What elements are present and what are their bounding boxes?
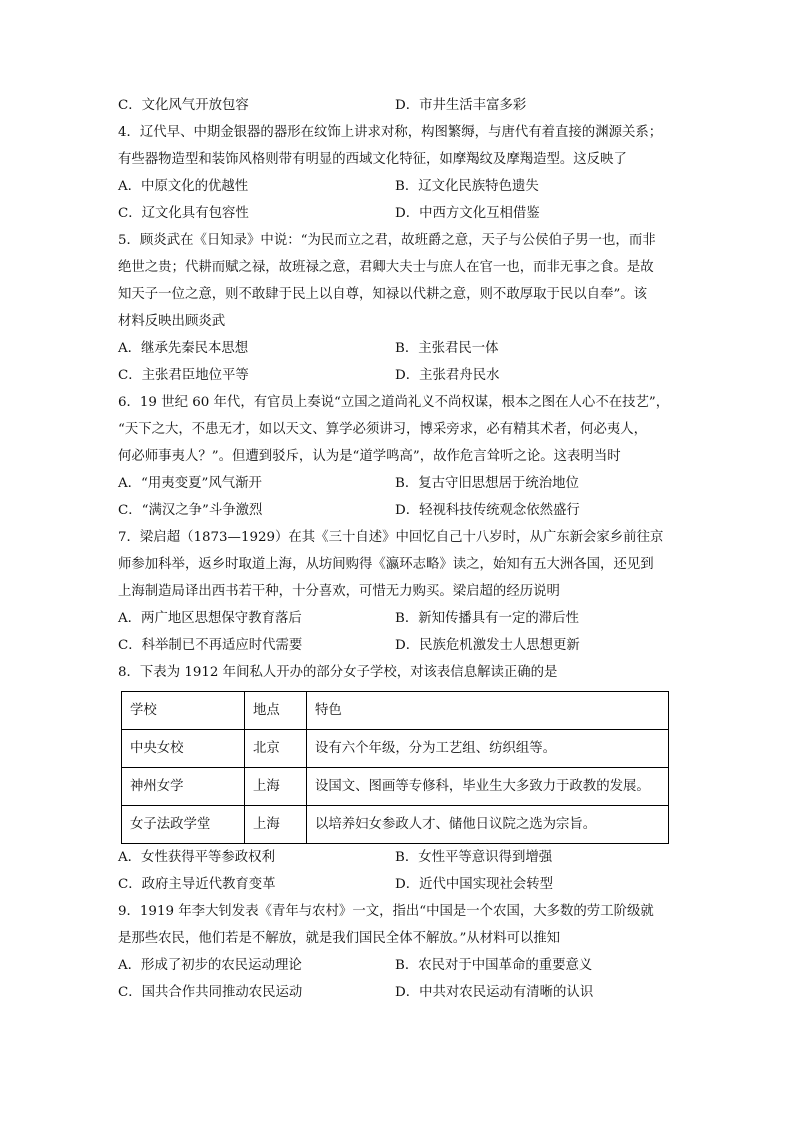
q6-stem-line: 何必师事夷人？”。但遭到驳斥，认为是“道学鸣高”，故作危言耸听之论。这表明当时 — [118, 449, 621, 464]
q7-option-d[interactable]: D．民族危机激发士人思想更新 — [395, 638, 580, 653]
q9-option-a[interactable]: A．形成了初步的农民运动理论 — [118, 958, 302, 973]
q6-option-d[interactable]: D．轻视科技传统观念依然盛行 — [395, 503, 580, 518]
table-header-cell: 地点 — [245, 692, 307, 730]
q9-options-row2 — [118, 979, 678, 1006]
q7-options-row2 — [118, 632, 678, 659]
q9-option-b[interactable]: B．农民对于中国革命的重要意义 — [395, 958, 593, 973]
table-header-cell: 学校 — [122, 692, 245, 730]
table-row — [122, 768, 669, 806]
q6-option-a[interactable]: A．“用夷变夏”风气渐开 — [118, 476, 262, 491]
q5-stem-line: 5．顾炎武在《日知录》中说：“为民而立之君，故班爵之意，天子与公侯伯子男一也，而非 — [118, 233, 656, 248]
q5-options-row1 — [118, 335, 678, 362]
q7-stem-line: 7．梁启超（1873—1929）在其《三十自述》中回忆自己十八岁时，从广东新会家乡前往京 — [118, 530, 664, 545]
q7-option-b[interactable]: B．新知传播具有一定的滞后性 — [395, 611, 579, 626]
q6-option-b[interactable]: B．复古守旧思想居于统治地位 — [395, 476, 579, 491]
q8-option-c[interactable]: C．政府主导近代教育变革 — [118, 877, 276, 892]
q8-option-d[interactable]: D．近代中国实现社会转型 — [395, 877, 554, 892]
q7-options-row1 — [118, 605, 678, 632]
table-header-cell: 特色 — [307, 692, 669, 730]
q5-options-row2 — [118, 362, 678, 389]
q5-stem-line: 知天子一位之意，则不敢肆于民上以自尊，知禄以代耕之意，则不敢厚取于民以自奉”。该 — [118, 287, 648, 302]
q9-option-d[interactable]: D．中共对农民运动有清晰的认识 — [395, 985, 594, 1000]
q9-stem-line: 是那些农民，他们若是不解放，就是我们国民全体不解放。”从材料可以推知 — [118, 931, 561, 946]
q8-options-row1 — [118, 844, 678, 871]
school-table — [121, 691, 669, 844]
q8-stem: 8．下表为 1912 年间私人开办的部分女子学校，对该表信息解读正确的是 — [118, 665, 558, 680]
table-cell: 神州女学 — [122, 768, 245, 806]
q7-stem-line: 上海制造局译出西书若干种，十分喜欢，可惜无力购买。梁启超的经历说明 — [118, 584, 560, 599]
table-cell: 上海 — [245, 806, 307, 844]
table-cell: 中央女校 — [122, 730, 245, 768]
q8-option-b[interactable]: B．女性平等意识得到增强 — [395, 850, 553, 865]
table-cell: 以培养妇女参政人才、储他日议院之选为宗旨。 — [307, 806, 669, 844]
q6-stem-line: 6．19 世纪 60 年代，有官员上奏说“立国之道尚礼义不尚权谋，根本之图在人心不在技艺”， — [118, 395, 670, 410]
q7-stem-line: 师参加科举，返乡时取道上海，从坊间购得《瀛环志略》读之，始知有五大洲各国，还见到 — [118, 557, 654, 572]
q5-option-a[interactable]: A．继承先秦民本思想 — [118, 341, 249, 356]
q5-stem-line: 绝世之贵；代耕而赋之禄，故班禄之意，君卿大夫士与庶人在官一也，而非无事之食。是故 — [118, 260, 654, 275]
q4-stem-line: 有些器物造型和装饰风格则带有明显的西域文化特征，如摩羯纹及摩羯造型。这反映了 — [118, 152, 627, 167]
table-cell: 设国文、图画等专修科，毕业生大多致力于政教的发展。 — [307, 768, 669, 806]
q4-option-c[interactable]: C．辽文化具有包容性 — [118, 206, 249, 221]
q5-stem-line: 材料反映出顾炎武 — [118, 314, 226, 329]
q8-option-a[interactable]: A．女性获得平等参政权利 — [118, 850, 275, 865]
q5-option-d[interactable]: D．主张君舟民水 — [395, 368, 500, 383]
q3-options — [118, 92, 678, 119]
q4-options-row1 — [118, 173, 678, 200]
q4-option-b[interactable]: B．辽文化民族特色遗失 — [395, 179, 539, 194]
q7-option-c[interactable]: C．科举制已不再适应时代需要 — [118, 638, 303, 653]
q6-stem-line: “天下之大，不患无才，如以天文、算学必须讲习，博采旁求，必有精其术者，何必夷人， — [118, 422, 648, 437]
table-row — [122, 730, 669, 768]
q4-options-row2 — [118, 200, 678, 227]
table-header-row — [122, 692, 669, 730]
q8-options-row2 — [118, 871, 678, 898]
table-cell: 设有六个年级，分为工艺组、纺织组等。 — [307, 730, 669, 768]
q7-option-a[interactable]: A．两广地区思想保守教育落后 — [118, 611, 302, 626]
q4-stem-line: 4．辽代早、中期金银器的器形在纹饰上讲求对称，构图繁缛，与唐代有着直接的渊源关系； — [118, 125, 663, 140]
q6-option-c[interactable]: C．“满汉之争”斗争激烈 — [118, 503, 263, 518]
q9-option-c[interactable]: C．国共合作共同推动农民运动 — [118, 985, 303, 1000]
q3-option-c[interactable]: C．文化风气开放包容 — [118, 98, 249, 113]
q6-options-row1 — [118, 470, 678, 497]
q4-option-d[interactable]: D．中西方文化互相借鉴 — [395, 206, 540, 221]
table-cell: 上海 — [245, 768, 307, 806]
q4-option-a[interactable]: A．中原文化的优越性 — [118, 179, 249, 194]
q5-option-b[interactable]: B．主张君民一体 — [395, 341, 499, 356]
table-cell: 北京 — [245, 730, 307, 768]
table-row — [122, 806, 669, 844]
q9-options-row1 — [118, 952, 678, 979]
q9-stem-line: 9．1919 年李大钊发表《青年与农村》一文，指出“中国是一个农国，大多数的劳工阶级就 — [118, 904, 654, 919]
q6-options-row2 — [118, 497, 678, 524]
exam-page — [118, 92, 678, 1006]
q5-option-c[interactable]: C．主张君臣地位平等 — [118, 368, 249, 383]
q3-option-d[interactable]: D．市井生活丰富多彩 — [395, 98, 527, 113]
table-cell: 女子法政学堂 — [122, 806, 245, 844]
